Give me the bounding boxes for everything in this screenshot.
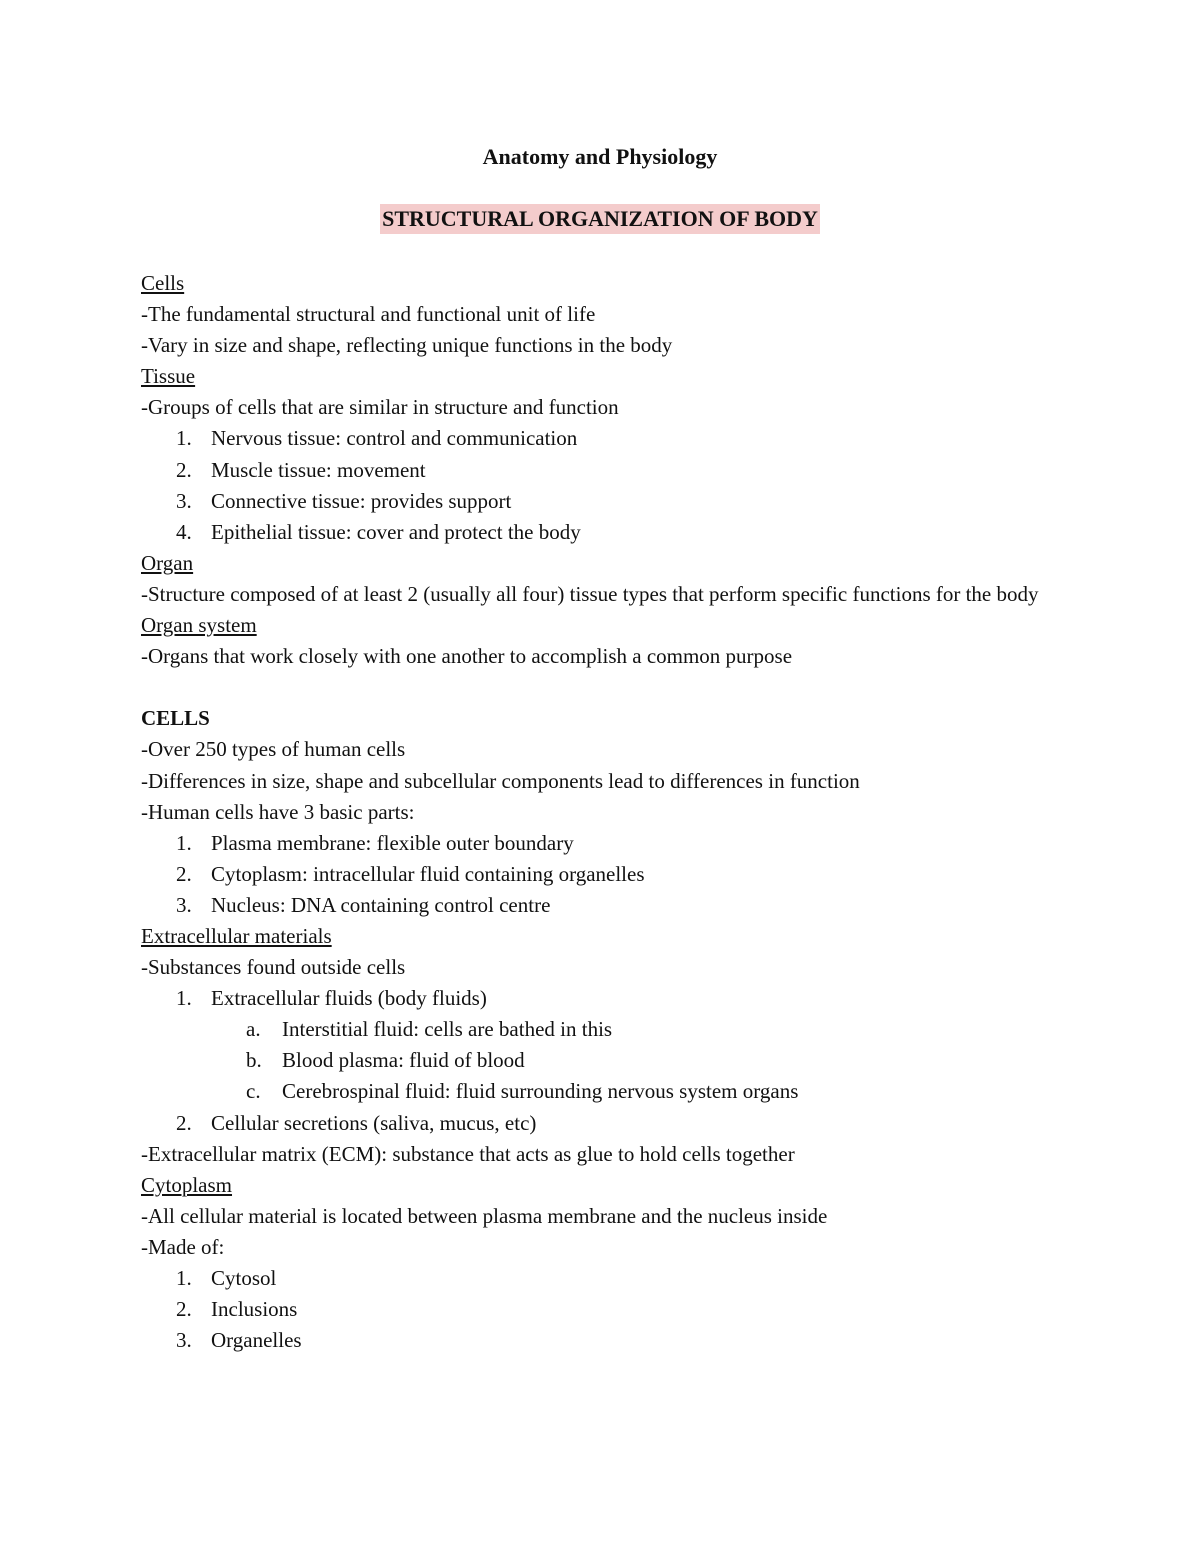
list-number: 1. xyxy=(176,1266,192,1290)
list-number: 2. xyxy=(176,861,192,886)
cells-fact-2: -Differences in size, shape and subcellular components lead to differences in function xyxy=(141,768,860,793)
sub-list-text: Cerebrospinal fluid: fluid surrounding nervous system organs xyxy=(282,1079,799,1104)
list-item xyxy=(141,455,1041,486)
organ-system-line: -Organs that work closely with one another to accomplish a common purpose xyxy=(141,644,793,669)
list-text: Cytosol xyxy=(211,1266,277,1290)
list-item xyxy=(141,1294,1041,1325)
list-item xyxy=(141,1325,1041,1356)
list-text: Cellular secretions (saliva, mucus, etc) xyxy=(211,1110,537,1135)
list-text: Organelles xyxy=(211,1328,302,1353)
cells-fact-1: -Over 250 types of human cells xyxy=(141,737,406,762)
list-item xyxy=(141,1263,1041,1294)
list-number: 2. xyxy=(176,1110,192,1135)
list-text: Muscle tissue: movement xyxy=(211,457,426,482)
list-number: 4. xyxy=(176,519,192,544)
list-item xyxy=(141,859,1041,890)
sub-list-text: Blood plasma: fluid of blood xyxy=(282,1048,525,1073)
sub-list-item xyxy=(141,1014,1041,1045)
extracellular-heading: Extracellular materials xyxy=(141,923,332,948)
list-number: 1. xyxy=(176,830,192,855)
sub-list-item xyxy=(141,1045,1041,1076)
subtitle-highlight: STRUCTURAL ORGANIZATION OF BODY xyxy=(380,204,820,234)
list-text: Inclusions xyxy=(211,1297,298,1322)
sub-list-item xyxy=(141,1076,1041,1107)
list-text: Epithelial tissue: cover and protect the body xyxy=(211,519,581,544)
list-text: Nucleus: DNA containing control centre xyxy=(211,892,551,917)
list-text: Cytoplasm: intracellular fluid containing organelles xyxy=(211,861,645,886)
cells-line-1: -The fundamental structural and functional unit of life xyxy=(141,302,596,327)
blank-line xyxy=(141,672,1041,703)
list-text: Plasma membrane: flexible outer boundary xyxy=(211,830,574,855)
tissue-heading: Tissue xyxy=(141,364,196,389)
page-subtitle xyxy=(0,203,1200,234)
list-number: 1. xyxy=(176,986,192,1011)
list-number: 2. xyxy=(176,457,192,482)
list-item xyxy=(141,486,1041,517)
list-item xyxy=(141,828,1041,859)
page-title: Anatomy and Physiology xyxy=(482,144,718,169)
organ-line: -Structure composed of at least 2 (usually all four) tissue types that perform specific functions for the body xyxy=(141,581,1039,606)
cells-fact-3: -Human cells have 3 basic parts: xyxy=(141,799,415,824)
list-number: 2. xyxy=(176,1297,192,1322)
list-item xyxy=(141,517,1041,548)
cytoplasm-heading: Cytoplasm xyxy=(141,1172,233,1197)
sub-list-letter: b. xyxy=(246,1048,262,1073)
list-item xyxy=(141,983,1041,1014)
list-number: 3. xyxy=(176,892,192,917)
list-item xyxy=(141,890,1041,921)
extracellular-line: -Substances found outside cells xyxy=(141,955,406,980)
cytoplasm-line-2: -Made of: xyxy=(141,1234,225,1259)
list-item xyxy=(141,1108,1041,1139)
organ-heading: Organ xyxy=(141,550,194,575)
document-body xyxy=(141,268,1041,1356)
cells-heading: Cells xyxy=(141,271,185,295)
cells-line-2: -Vary in size and shape, reflecting unique functions in the body xyxy=(141,333,673,358)
ecm-line: -Extracellular matrix (ECM): substance that acts as glue to hold cells together xyxy=(141,1141,795,1166)
list-text: Nervous tissue: control and communication xyxy=(211,426,578,451)
sub-list-letter: a. xyxy=(246,1017,261,1042)
list-number: 3. xyxy=(176,488,192,513)
sub-list-letter: c. xyxy=(246,1079,261,1104)
list-text: Extracellular fluids (body fluids) xyxy=(211,986,487,1011)
list-number: 1. xyxy=(176,426,192,451)
cytoplasm-line-1: -All cellular material is located between plasma membrane and the nucleus inside xyxy=(141,1203,828,1228)
list-number: 3. xyxy=(176,1328,192,1353)
list-text: Connective tissue: provides support xyxy=(211,488,512,513)
cells-section-heading: CELLS xyxy=(141,706,210,731)
sub-list-text: Interstitial fluid: cells are bathed in this xyxy=(282,1017,613,1042)
tissue-line: -Groups of cells that are similar in structure and function xyxy=(141,395,619,420)
list-item xyxy=(141,423,1041,454)
organ-system-heading: Organ system xyxy=(141,613,257,638)
